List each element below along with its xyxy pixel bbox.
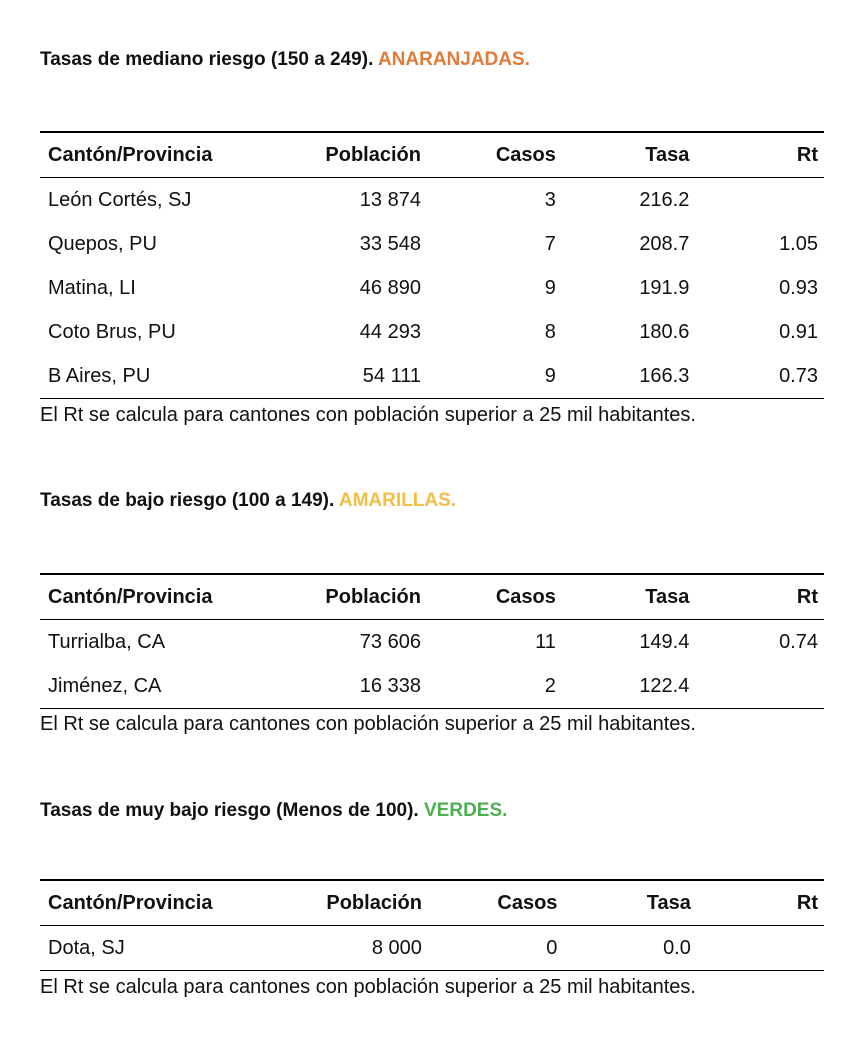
section-mediano-riesgo	[40, 48, 824, 426]
cell-tasa: 122.4	[639, 674, 690, 697]
section-tag: AMARILLAS.	[338, 490, 457, 511]
cell-casos: 3	[544, 188, 556, 211]
cell-poblacion: 73 606	[359, 630, 421, 653]
table-row	[40, 266, 824, 310]
column-header-casos: Casos	[497, 891, 558, 914]
column-header-rt: Rt	[796, 891, 818, 914]
section-title: Tasas de bajo riesgo (100 a 149).	[40, 490, 335, 511]
cell-tasa: 180.6	[639, 320, 690, 343]
cell-rt: 1.05	[779, 232, 818, 255]
cell-casos: 9	[544, 364, 556, 387]
section-heading	[40, 489, 824, 513]
cell-poblacion: 46 890	[359, 276, 421, 299]
section-bajo-riesgo	[40, 489, 824, 735]
column-header-canton: Cantón/Provincia	[48, 891, 213, 914]
section-muy-bajo-riesgo	[40, 799, 824, 998]
column-header-rt: Rt	[796, 143, 818, 166]
section-tag: VERDES.	[424, 800, 508, 821]
section-tag: ANARANJADAS.	[377, 49, 530, 70]
cell-rt: 0.73	[779, 364, 818, 387]
column-header-canton: Cantón/Provincia	[48, 143, 213, 166]
section-heading	[40, 799, 824, 823]
column-header-canton: Cantón/Provincia	[48, 585, 213, 608]
risk-table	[40, 573, 824, 709]
cell-poblacion: 8 000	[371, 936, 422, 959]
table-footnote: El Rt se calcula para cantones con población superior a 25 mil habitantes.	[40, 404, 696, 426]
section-title: Tasas de muy bajo riesgo (Menos de 100).	[40, 800, 419, 821]
column-header-poblacion: Población	[325, 143, 421, 166]
table-header-row	[40, 880, 824, 926]
column-header-poblacion: Población	[325, 585, 421, 608]
cell-canton: Turrialba, CA	[48, 630, 166, 653]
cell-casos: 9	[544, 276, 556, 299]
cell-casos: 2	[544, 674, 556, 697]
cell-rt: 0.74	[779, 630, 818, 653]
table-header-row	[40, 132, 824, 178]
cell-canton: León Cortés, SJ	[48, 188, 192, 211]
column-header-poblacion: Población	[326, 891, 422, 914]
cell-canton: Coto Brus, PU	[48, 320, 176, 343]
table-row	[40, 354, 824, 399]
cell-tasa: 166.3	[639, 364, 690, 387]
cell-casos: 11	[535, 630, 556, 653]
cell-canton: Dota, SJ	[48, 936, 125, 959]
table-footnote: El Rt se calcula para cantones con población superior a 25 mil habitantes.	[40, 976, 696, 998]
column-header-tasa: Tasa	[645, 143, 690, 166]
column-header-tasa: Tasa	[646, 891, 691, 914]
column-header-casos: Casos	[495, 585, 556, 608]
cell-poblacion: 54 111	[362, 364, 421, 387]
table-row	[40, 310, 824, 354]
cell-poblacion: 33 548	[359, 232, 421, 255]
table-row	[40, 926, 824, 971]
column-header-casos: Casos	[495, 143, 556, 166]
cell-canton: Jiménez, CA	[48, 674, 162, 697]
cell-casos: 0	[546, 936, 558, 959]
cell-tasa: 216.2	[639, 188, 690, 211]
risk-table	[40, 131, 824, 399]
cell-canton: Matina, LI	[48, 276, 136, 299]
cell-poblacion: 44 293	[359, 320, 421, 343]
cell-tasa: 0.0	[663, 936, 691, 959]
cell-rt	[699, 926, 824, 971]
section-title: Tasas de mediano riesgo (150 a 249).	[40, 49, 374, 70]
table-row	[40, 222, 824, 266]
cell-tasa: 208.7	[639, 232, 690, 255]
section-heading	[40, 48, 824, 72]
cell-rt: 0.91	[779, 320, 818, 343]
table-row	[40, 664, 824, 709]
table-footnote: El Rt se calcula para cantones con población superior a 25 mil habitantes.	[40, 713, 696, 735]
cell-canton: B Aires, PU	[48, 364, 151, 387]
table-row	[40, 178, 824, 223]
column-header-tasa: Tasa	[645, 585, 690, 608]
cell-canton: Quepos, PU	[48, 232, 157, 255]
column-header-rt: Rt	[796, 585, 818, 608]
table-row	[40, 620, 824, 665]
cell-rt: 0.93	[779, 276, 818, 299]
cell-rt	[697, 178, 824, 223]
cell-casos: 8	[544, 320, 556, 343]
cell-rt	[697, 664, 824, 709]
cell-tasa: 149.4	[639, 630, 690, 653]
risk-table	[40, 879, 824, 971]
cell-tasa: 191.9	[639, 276, 690, 299]
cell-poblacion: 16 338	[359, 674, 421, 697]
cell-poblacion: 13 874	[359, 188, 421, 211]
table-header-row	[40, 574, 824, 620]
cell-casos: 7	[544, 232, 556, 255]
